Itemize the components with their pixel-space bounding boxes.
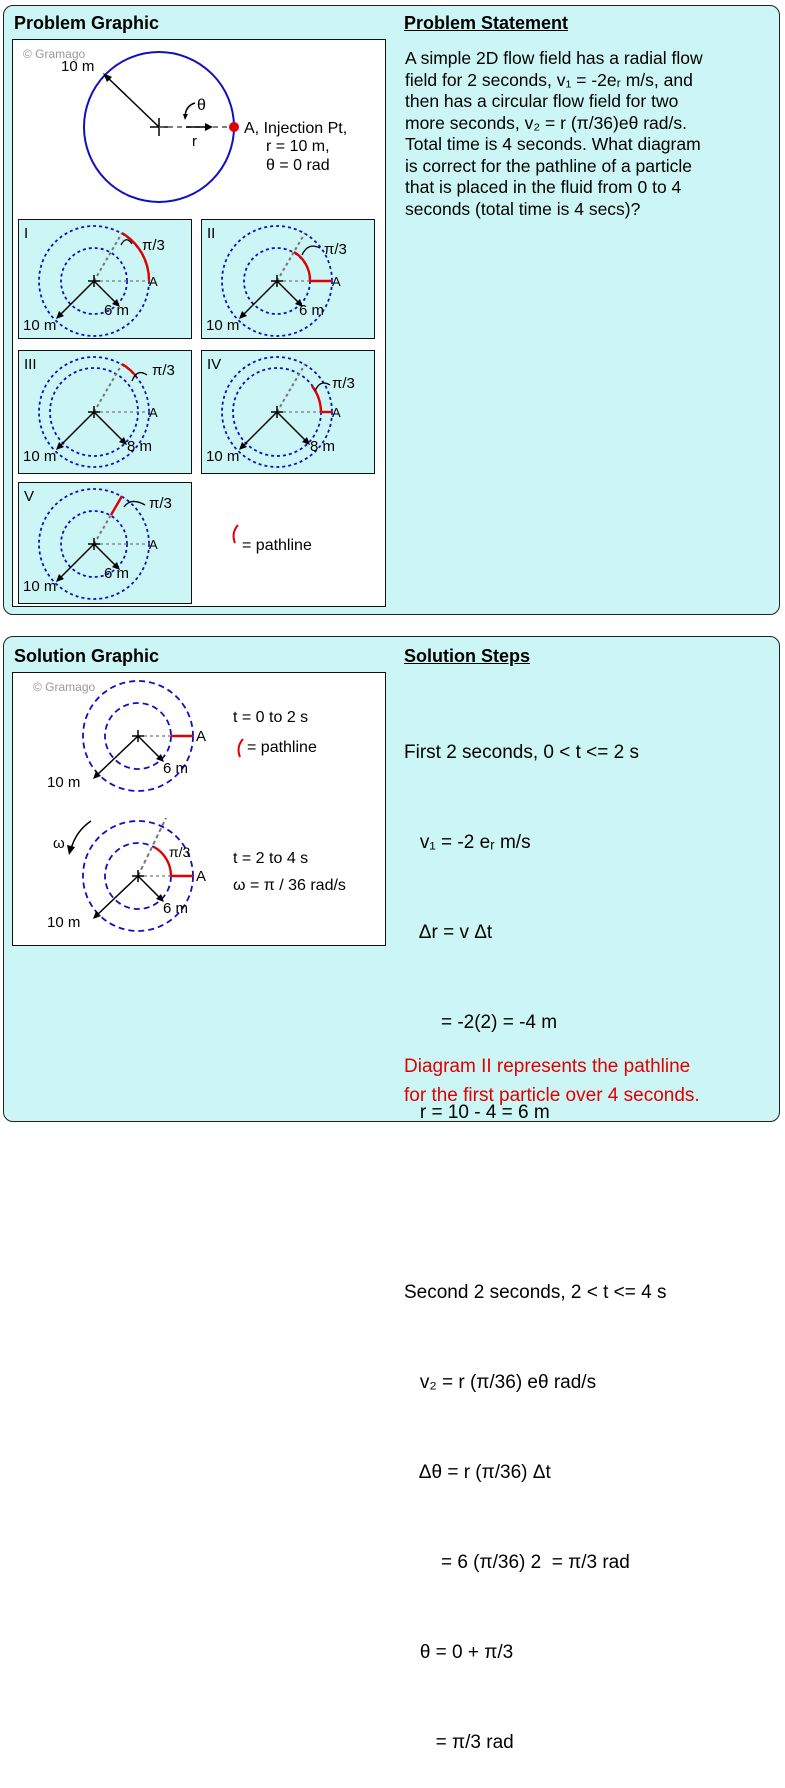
conclusion: [404, 1052, 774, 1110]
option-I[interactable]: [18, 219, 192, 339]
step-line: First 2 seconds, 0 < t <= 2 s: [404, 742, 639, 763]
step-line: = -2(2) = -4 m: [404, 1012, 558, 1033]
solution-steps: [404, 678, 666, 1788]
step-line: = 6 (π/36) 2 = π/3 rad: [404, 1552, 630, 1573]
svg-text:π/3: π/3: [142, 237, 165, 254]
time-label: t = 0 to 2 s: [233, 709, 309, 726]
radius-label: 10 m: [61, 58, 95, 75]
statement-line: Total time is 4 seconds. What diagram: [405, 134, 701, 154]
theta-label: θ: [197, 97, 206, 114]
point-label: r = 10 m,: [266, 138, 330, 155]
option-III[interactable]: [18, 350, 192, 474]
step-line: = π/3 rad: [404, 1732, 514, 1753]
pathline: [122, 364, 136, 376]
svg-text:8 m: 8 m: [310, 438, 336, 455]
option-II[interactable]: [201, 219, 375, 339]
step-line: v₁ = -2 eᵣ m/s: [404, 832, 531, 853]
step-line: r = 10 - 4 = 6 m: [404, 1102, 550, 1123]
r-label: r: [192, 133, 197, 150]
svg-text:6 m: 6 m: [163, 760, 189, 777]
svg-text:10 m: 10 m: [47, 914, 81, 931]
pathline: [111, 496, 122, 515]
solution-graphic-title: Solution Graphic: [14, 646, 160, 666]
svg-text:10 m: 10 m: [206, 448, 240, 465]
copyright: © Gramago: [33, 680, 96, 694]
svg-text:6 m: 6 m: [299, 302, 325, 319]
svg-text:10 m: 10 m: [23, 578, 57, 595]
solution-steps-title: Solution Steps: [404, 646, 530, 666]
step-line: [404, 1188, 666, 1218]
statement-line: A simple 2D flow field has a radial flow: [405, 48, 703, 68]
solution-graphic-box: [12, 672, 386, 946]
svg-text:A: A: [196, 728, 207, 745]
svg-text:A: A: [332, 274, 341, 289]
svg-text:I: I: [24, 225, 29, 242]
svg-text:6 m: 6 m: [163, 900, 189, 917]
svg-text:IV: IV: [207, 356, 222, 373]
statement-line: is correct for the pathline of a particle: [405, 155, 692, 176]
svg-text:V: V: [24, 488, 35, 505]
legend-text: = pathline: [242, 537, 312, 554]
svg-text:A: A: [332, 405, 341, 420]
conclusion-line: for the first particle over 4 seconds.: [404, 1085, 700, 1106]
svg-text:6 m: 6 m: [104, 565, 130, 582]
problem-statement: [405, 48, 765, 220]
svg-text:π/3: π/3: [152, 362, 175, 379]
step-line: Δθ = r (π/36) Δt: [404, 1462, 551, 1483]
svg-text:π/3: π/3: [332, 375, 355, 392]
statement-line: seconds (total time is 4 secs)?: [405, 198, 641, 219]
radius-arrow: [107, 77, 159, 127]
svg-text:π/3: π/3: [149, 495, 172, 512]
svg-text:III: III: [24, 356, 37, 373]
statement-line: then has a circular flow field for two: [405, 91, 679, 111]
svg-text:A: A: [149, 405, 158, 420]
svg-text:A: A: [149, 274, 158, 289]
option-V[interactable]: [18, 482, 192, 604]
svg-text:10 m: 10 m: [206, 317, 240, 334]
omega-label: ω = π / 36 rad/s: [233, 877, 346, 894]
step-line: θ = 0 + π/3: [404, 1642, 514, 1663]
problem-statement-title: Problem Statement: [404, 13, 569, 33]
svg-text:II: II: [207, 225, 216, 242]
statement-line: more seconds, v₂ = r (π/36)eθ rad/s.: [405, 112, 687, 133]
conclusion-line: Diagram II represents the pathline: [404, 1056, 691, 1077]
legend-text: = pathline: [247, 739, 317, 756]
svg-text:π/3: π/3: [169, 844, 191, 860]
step-line: Second 2 seconds, 2 < t <= 4 s: [404, 1282, 667, 1303]
statement-line: that is placed in the fluid from 0 to 4: [405, 177, 682, 197]
point-label: A, Injection Pt,: [244, 120, 348, 137]
copyright: © Gramago: [23, 47, 86, 61]
svg-text:6 m: 6 m: [104, 302, 130, 319]
svg-text:π/3: π/3: [324, 241, 347, 258]
svg-text:10 m: 10 m: [47, 774, 81, 791]
problem-graphic-title: Problem Graphic: [14, 13, 160, 33]
pathline: [294, 252, 310, 281]
step-line: v₂ = r (π/36) eθ rad/s: [404, 1372, 597, 1393]
svg-text:ω: ω: [53, 835, 65, 852]
statement-line: field for 2 seconds, v₁ = -2eᵣ m/s, and: [405, 69, 693, 90]
injection-point: [229, 122, 239, 132]
pathline: [312, 386, 321, 412]
svg-text:10 m: 10 m: [23, 317, 57, 334]
svg-text:A: A: [149, 537, 158, 552]
svg-text:A: A: [196, 868, 207, 885]
svg-text:10 m: 10 m: [23, 448, 57, 465]
time-label: t = 2 to 4 s: [233, 850, 309, 867]
point-label: θ = 0 rad: [266, 157, 330, 174]
svg-text:8 m: 8 m: [127, 438, 153, 455]
option-IV[interactable]: [201, 350, 375, 474]
step-line: Δr = v Δt: [404, 922, 493, 943]
